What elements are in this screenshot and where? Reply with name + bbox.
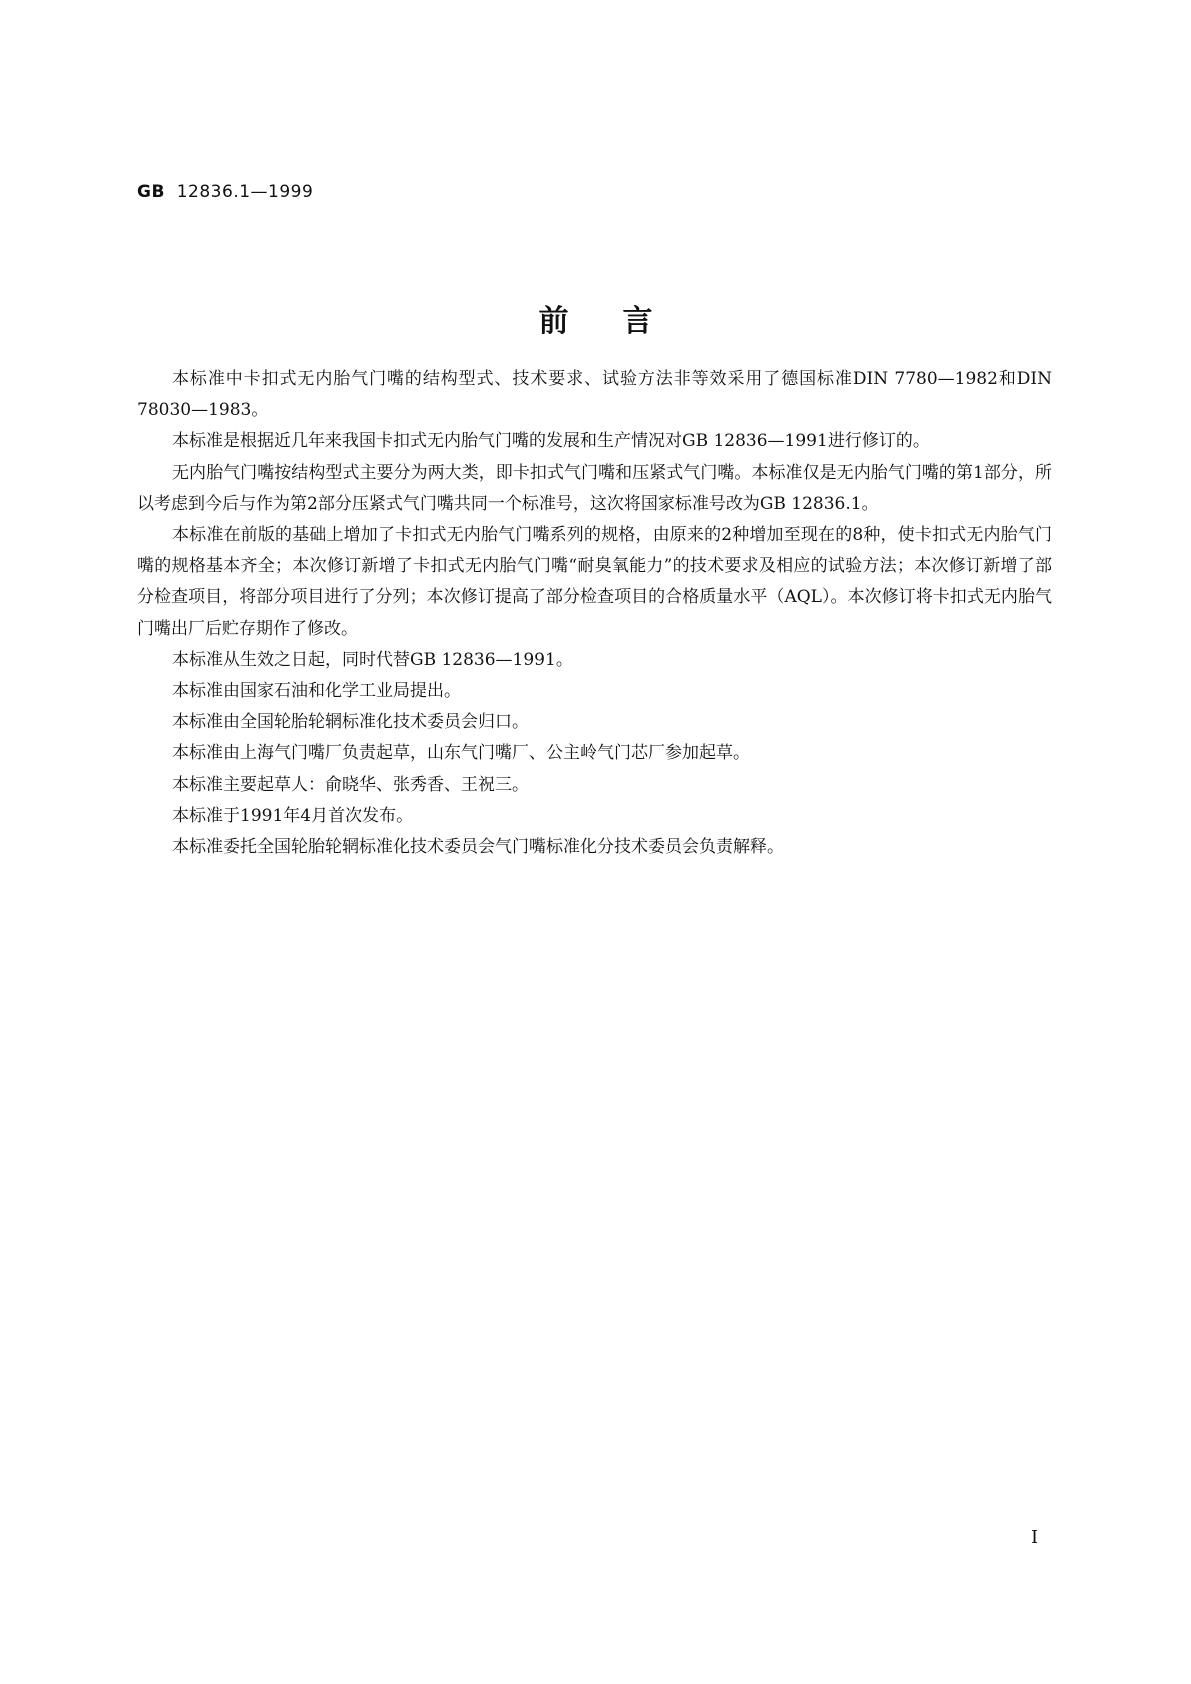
document-title: 前言 (538, 304, 707, 339)
paragraph: 本标准由全国轮胎轮辋标准化技术委员会归口。 (172, 712, 529, 733)
standard-number (137, 182, 313, 202)
paragraph: 本标准从生效之日起，同时代替GB 12836—1991。 (172, 649, 573, 670)
standard-prefix: GB (137, 182, 165, 202)
paragraph: 本标准由国家石油和化学工业局提出。 (172, 681, 461, 702)
paragraph: 本标准主要起草人：俞晓华、张秀香、王祝三。 (172, 774, 529, 795)
page-number: I (1031, 1527, 1039, 1548)
paragraph: 本标准由上海气门嘴厂负责起草，山东气门嘴厂、公主岭气门芯厂参加起草。 (172, 743, 750, 764)
paragraph: 本标准是根据近几年来我国卡扣式无内胎气门嘴的发展和生产情况对GB 12836—1991进行修订的。 (172, 431, 930, 452)
standard-code: 12836.1—1999 (176, 182, 314, 202)
foreword-body (137, 364, 1052, 863)
paragraph: 本标准委托全国轮胎轮辋标准化技术委员会气门嘴标准化分技术委员会负责解释。 (172, 837, 784, 858)
paragraph: 本标准在前版的基础上增加了卡扣式无内胎气门嘴系列的规格，由原来的2种增加至现在的8种，使卡扣式无内胎气门嘴的规格基本齐全；本次修订新增了卡扣式无内胎气门嘴“耐臭氧能力”的技术要求及相应的试验方法；本次修订新增了部分检查项目，将部分项目进行了分列；本次修订提高了部分检查项目的合格质量水平（AQL）。本次修订将卡扣式无内胎气门嘴出厂后贮存期作了修改。 (137, 525, 1052, 639)
paragraph: 本标准于1991年4月首次发布。 (172, 805, 414, 826)
paragraph: 本标准中卡扣式无内胎气门嘴的结构型式、技术要求、试验方法非等效采用了德国标准DIN 7780—1982和DIN 78030—1983。 (137, 369, 1052, 421)
paragraph: 无内胎气门嘴按结构型式主要分为两大类，即卡扣式气门嘴和压紧式气门嘴。本标准仅是无内胎气门嘴的第1部分，所以考虑到今后与作为第2部分压紧式气门嘴共同一个标准号，这次将国家标准号改为GB 12836.1。 (137, 462, 1052, 514)
